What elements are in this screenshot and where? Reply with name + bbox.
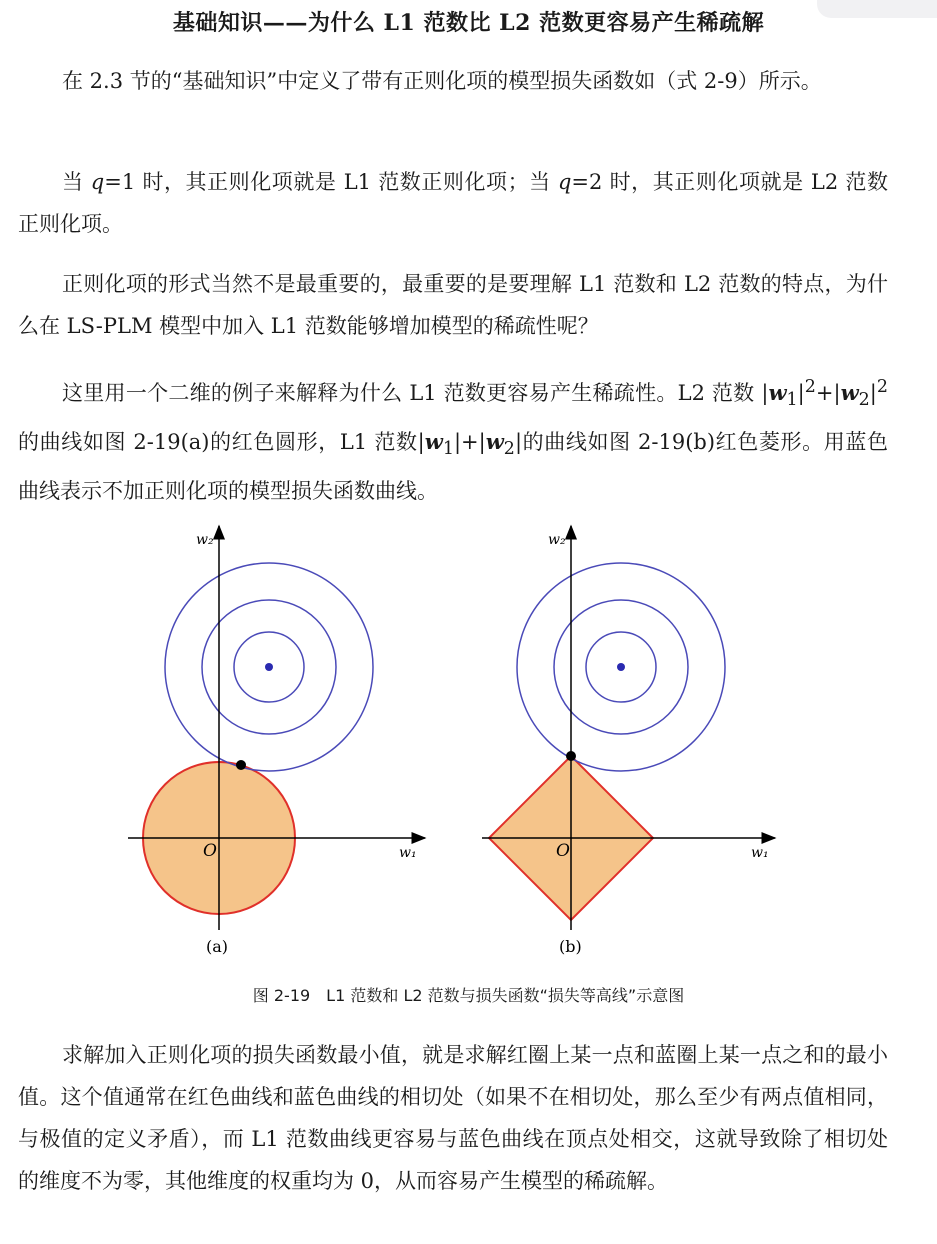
panel-label-b: (b) [559, 937, 582, 956]
y-label-a: w₂ [196, 532, 214, 548]
y-label-b: w₂ [548, 532, 566, 548]
section-title: 基础知识——为什么 L1 范数比 L2 范数更容易产生稀疏解 [172, 10, 765, 36]
vertex-point-b [566, 751, 576, 761]
paragraph-3: 正则化项的形式当然不是最重要的，最重要的是要理解 L1 范数和 L2 范数的特点，为什么在 LS-PLM 模型中加入 L1 范数能够增加模型的稀疏性呢？ [18, 272, 888, 338]
panel-b [482, 526, 775, 956]
figure-caption: 图 2-19 L1 范数和 L2 范数与损失函数“损失等高线”示意图 [252, 986, 685, 1005]
x-label-b: w₁ [751, 845, 769, 861]
tangent-point-a [236, 760, 246, 770]
origin-label-a: O [203, 841, 217, 861]
x-label-a: w₁ [399, 845, 417, 861]
loss-minimum-a [265, 663, 273, 671]
paragraph-4: 这里用一个二维的例子来解释为什么 L1 范数更容易产生稀疏性。L2 范数 $|w_1|^2+|w_2|^2$ 的曲线如图 2-19(a)的红色圆形，L1 范数$|w_1|+|w_2|$的曲线如图 2-19(b)红色菱形。用蓝色曲线表示不加正则化项的模型损失函数曲线。 [18, 377, 888, 504]
origin-label-b: O [556, 841, 570, 861]
paragraph-2: 当 q=1 时，其正则化项就是 L1 范数正则化项；当 q=2 时，其正则化项就是 L2 范数正则化项。 [18, 170, 888, 236]
paragraph-1: 在 2.3 节的“基础知识”中定义了带有正则化项的模型损失函数如（式 2-9）所示。 [62, 69, 822, 93]
norm-figure [110, 520, 810, 970]
loss-minimum-b [617, 663, 625, 671]
panel-label-a: (a) [206, 937, 229, 956]
paragraph-5: 求解加入正则化项的损失函数最小值，就是求解红圈上某一点和蓝圈上某一点之和的最小值。这个值通常在红色曲线和蓝色曲线的相切处（如果不在相切处，那么至少有两点值相同，与极值的定义矛盾），而 L1 范数曲线更容易与蓝色曲线在顶点处相交，这就导致除了相切处的维度不为零，其他维度的权重均为 0，从而容易产生模型的稀疏解。 [18, 1043, 888, 1193]
panel-a [128, 526, 425, 956]
